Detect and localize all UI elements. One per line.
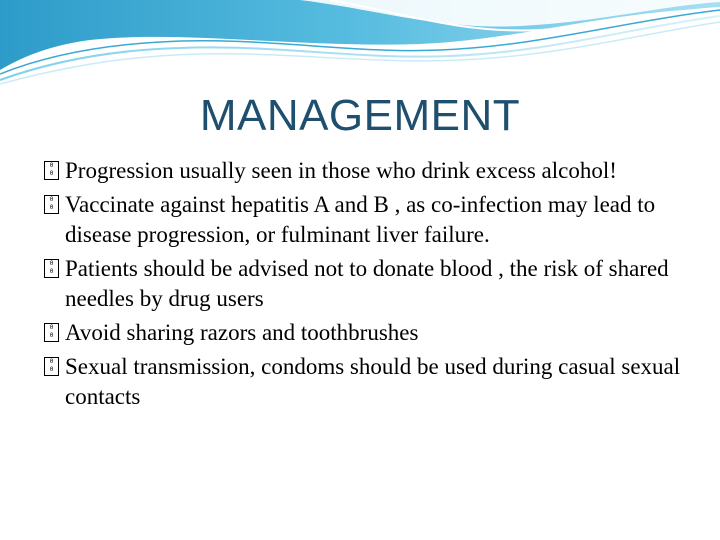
missing-glyph-box-icon: 0 0 (44, 195, 59, 214)
bullet-text: Sexual transmission, condoms should be used during casual sexual contacts (65, 354, 681, 409)
bullet-item (44, 254, 684, 314)
missing-glyph-box-icon: 0 0 (44, 323, 59, 342)
bullet-item (44, 318, 684, 348)
bullet-list (44, 156, 684, 416)
bullet-text: Patients should be advised not to donate blood , the risk of shared needles by drug users (65, 256, 669, 311)
bullet-text: Progression usually seen in those who drink excess alcohol! (65, 158, 617, 183)
header-wave-decoration (0, 0, 720, 90)
bullet-text: Vaccinate against hepatitis A and B , as co-infection may lead to disease progression, or fulminant liver failure. (65, 192, 656, 247)
missing-glyph-box-icon: 0 0 (44, 161, 59, 180)
missing-glyph-box-icon: 0 0 (44, 357, 59, 376)
bullet-item (44, 352, 684, 412)
bullet-item (44, 190, 684, 250)
bullet-item (44, 156, 684, 186)
bullet-text: Avoid sharing razors and toothbrushes (65, 320, 419, 345)
slide-title: MANAGEMENT (199, 91, 521, 140)
missing-glyph-box-icon: 0 0 (44, 259, 59, 278)
